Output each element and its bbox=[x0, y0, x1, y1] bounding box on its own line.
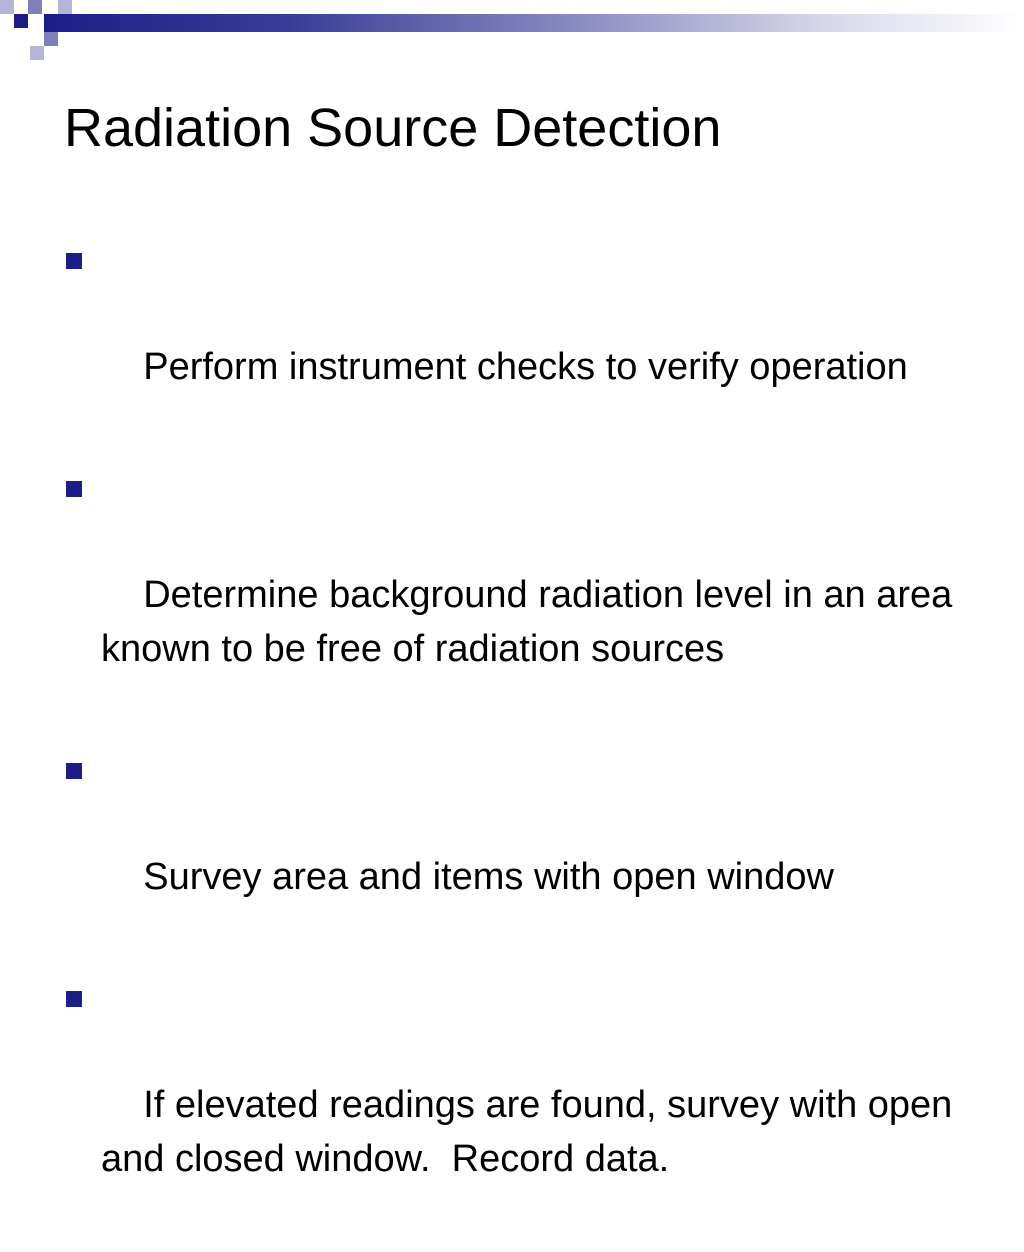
bullet-text: Determine background radiation level in an area known to be free of radiation sources bbox=[101, 574, 963, 670]
decor-square bbox=[58, 0, 72, 14]
slide-title: Radiation Source Detection bbox=[64, 98, 722, 158]
bullet-text: Perform instrument checks to verify operation bbox=[143, 346, 908, 388]
decor-square bbox=[14, 14, 28, 28]
bullet-list bbox=[64, 232, 974, 1252]
decor-square bbox=[0, 0, 14, 14]
square-bullet-icon bbox=[66, 481, 82, 497]
decor-square bbox=[44, 32, 58, 46]
header-gradient-bar bbox=[44, 14, 1024, 32]
square-bullet-icon bbox=[66, 763, 82, 779]
decor-square bbox=[28, 0, 42, 14]
square-bullet-icon bbox=[66, 991, 82, 1007]
square-bullet-icon bbox=[66, 253, 82, 269]
bullet-item bbox=[64, 970, 974, 1240]
bullet-text: Survey area and items with open window bbox=[143, 856, 834, 898]
bullet-text: If elevated readings are found, survey with open and closed window. Record data. bbox=[101, 1084, 963, 1180]
bullet-item bbox=[64, 460, 974, 730]
bullet-item bbox=[64, 232, 974, 448]
bullet-item bbox=[64, 742, 974, 958]
decor-square bbox=[30, 46, 44, 60]
header-decoration bbox=[0, 0, 1024, 60]
